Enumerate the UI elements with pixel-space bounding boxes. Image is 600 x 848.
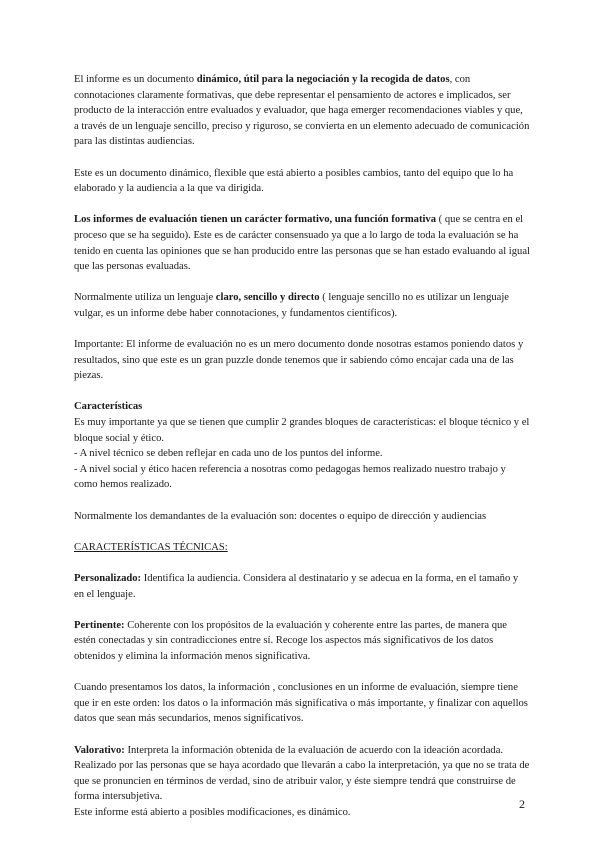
list-item-nivel-tecnico: - A nivel técnico se deben reflejar en cada uno de los puntos del informe. xyxy=(74,448,383,460)
paragraph-importante: Importante: El informe de evaluación no es un mero documento donde nosotras estamos poniendo datos y resultados, sino que este es un gran puzzle donde tenemos que ir sabiendo cómo encajar cada una de las piezas. xyxy=(74,339,524,382)
text-run: El informe es un documento xyxy=(74,74,197,85)
paragraph-informe-definicion xyxy=(74,72,530,150)
bold-run: Pertinente: xyxy=(74,619,125,631)
page-number: 2 xyxy=(519,797,525,811)
text-run: , con connotaciones claramente formativas, que debe representar el pensamiento de actores e implicados, ser producto de la interacción entre evaluados y evaluador, que haga emerger recomendaciones viables y que, a través de un lenguaje sencillo, preciso y riguroso, se convierta en un elemento adecuado de comunicación para las distintas audiencias. xyxy=(74,74,530,148)
paragraph-valorativo-cierre: Este informe está abierto a posibles modificaciones, es dinámico. xyxy=(74,806,351,818)
text-run: Normalmente utiliza un lenguaje xyxy=(74,292,216,304)
bold-run: claro, sencillo y directo xyxy=(215,292,320,304)
paragraph-documento-dinamico: Este es un documento dinámico, flexible que está abierto a posibles cambios, tanto del equipo que lo ha elaborado y la audiencia a la que va dirigida. xyxy=(74,167,514,195)
paragraph-valorativo xyxy=(74,743,530,805)
bold-run: Valorativo: xyxy=(74,744,125,756)
bold-run: Características xyxy=(74,401,143,413)
paragraph-orden-datos: Cuando presentamos los datos, la información , conclusiones en un informe de evaluación, siempre tiene que ir en este orden: los datos o la información más significativa o más importante, y finalizar con aquellos datos que sean más secundarios, menos significativos. xyxy=(74,682,528,725)
heading-caracteristicas-tecnicas: CARACTERÍSTICAS TÉCNICAS: xyxy=(74,541,228,553)
text-run: Coherente con los propósitos de la evaluación y coherente entre las partes, de manera que estén conectadas y sin contradicciones entre sí. Recoge los aspectos más significativos de los datos obtenidos y elimina la información menos significativa. xyxy=(74,619,507,662)
text-run: Identifica la audiencia. Considera al destinatario y se adecua en la forma, en el tamaño y en el lenguaje. xyxy=(74,573,519,600)
page-content xyxy=(74,72,530,821)
paragraph-pertinente xyxy=(74,618,530,665)
paragraph-personalizado xyxy=(74,571,530,602)
paragraph-lenguaje xyxy=(74,290,530,321)
paragraph-caracteristicas-intro: Es muy importante ya que se tienen que cumplir 2 grandes bloques de características: el bloque técnico y el bloque social y ético. xyxy=(74,417,530,444)
text-run: Interpreta la información obtenida de la evaluación de acuerdo con la ideación acordada. Realizado por las personas que se haya acordado que llevarán a cabo la interpretación, ya que no se trata de que se pronuncien en términos de verdad, sino de atribuir valor, y éste siempre tendrá que construirse de forma intersubjetiva. xyxy=(74,744,530,803)
bold-run: dinámico, útil para la negociación y la recogida de datos xyxy=(196,74,450,85)
bold-run: Personalizado: xyxy=(74,573,142,584)
list-item-nivel-social: - A nivel social y ético hacen referencia a nosotras como pedagogas hemos realizado nuestro trabajo y como hemos realizado. xyxy=(74,463,506,491)
text-run: ( que se centra en el proceso que se ha seguido). Este es de carácter consensuado ya que a lo largo de toda la evaluación se ha tenido en cuenta las opiniones que se han producido entre las personas que se han estado evaluando al igual que las personas evaluadas. xyxy=(74,214,530,273)
bold-run: Los informes de evaluación tienen un carácter formativo, una función formativa xyxy=(74,214,437,226)
paragraph-caracter-formativo xyxy=(74,212,530,274)
heading-caracteristicas xyxy=(74,399,530,415)
text-run: ( lenguaje sencillo no es utilizar un lenguaje vulgar, es un informe debe haber connotaciones, y fundamentos científicos). xyxy=(74,292,510,319)
paragraph-demandantes: Normalmente los demandantes de la evaluación son: docentes o equipo de dirección y audiencias xyxy=(74,510,487,522)
